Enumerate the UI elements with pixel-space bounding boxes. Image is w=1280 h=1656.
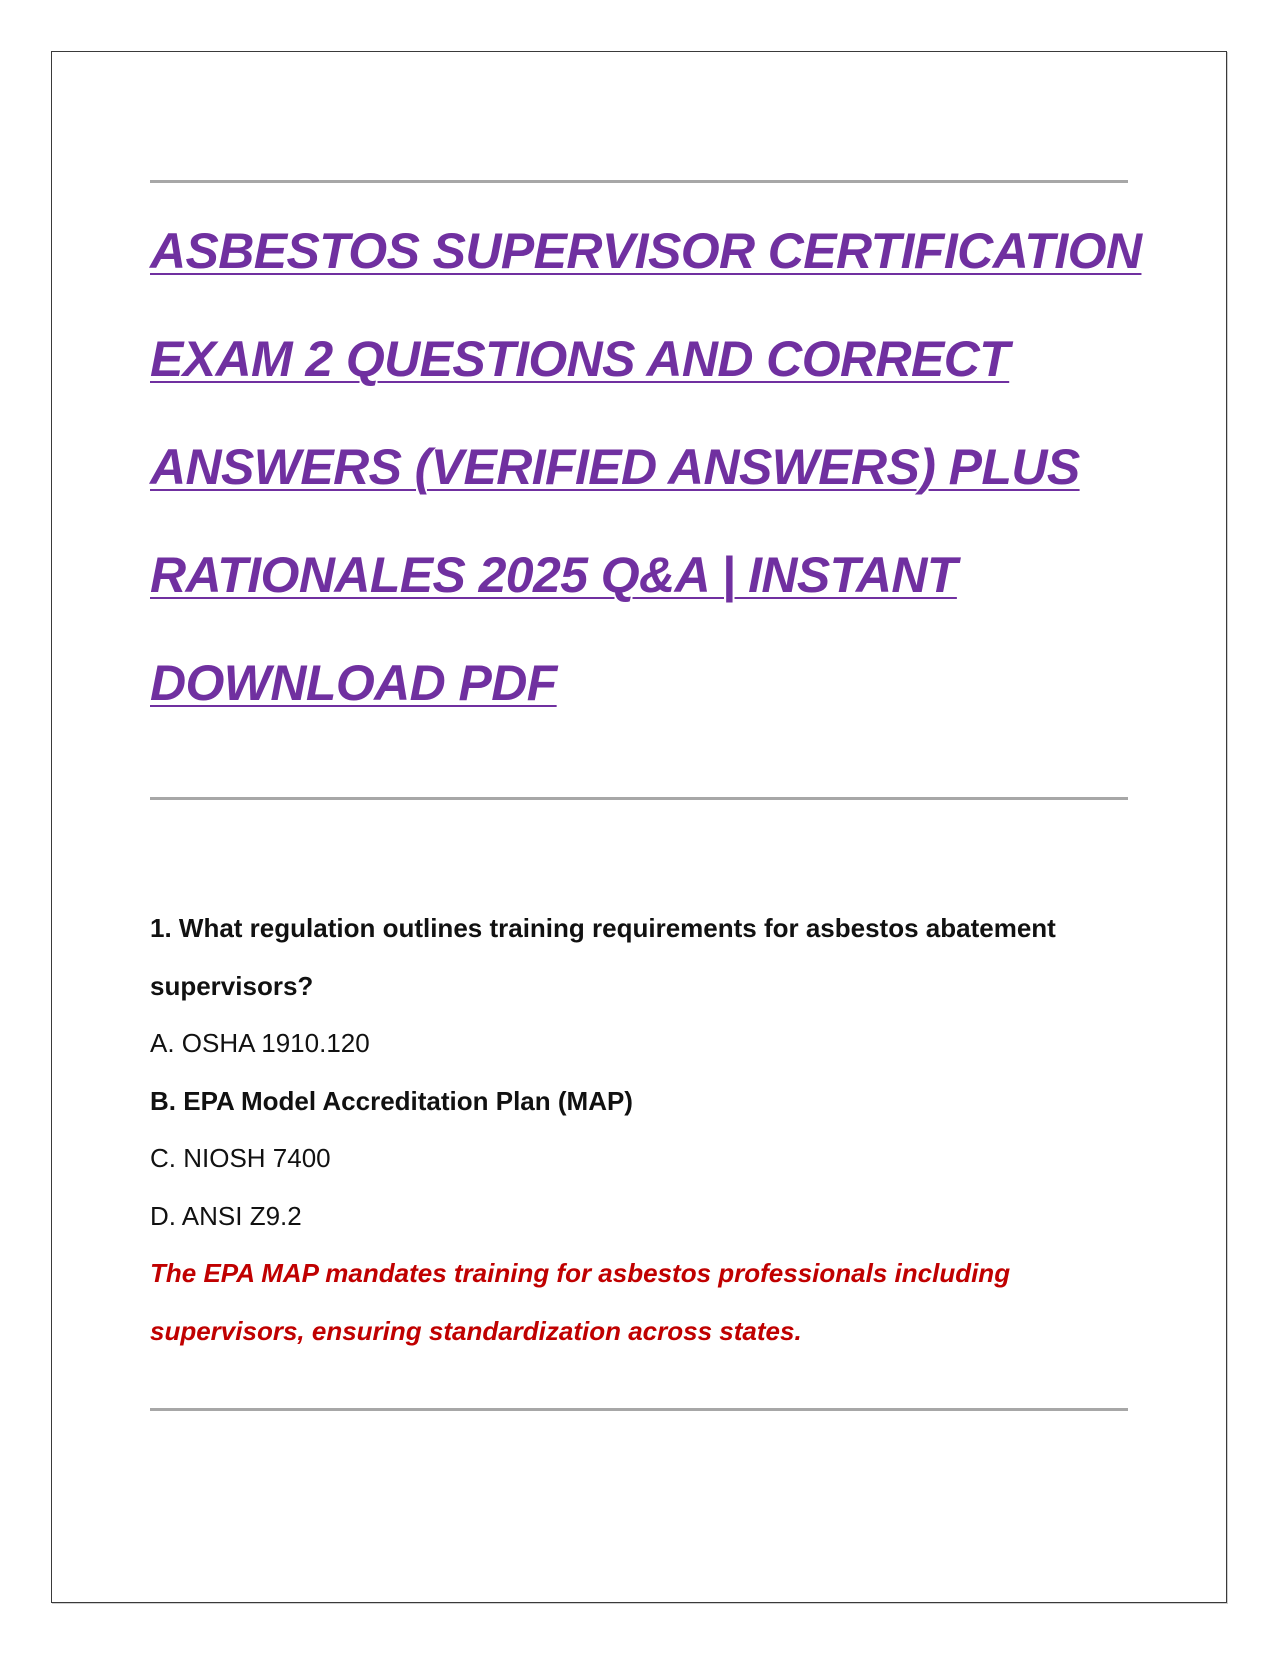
- question-text-continued: supervisors?: [150, 970, 314, 1001]
- title-line-text[interactable]: RATIONALES 2025 Q&A | INSTANT: [150, 547, 957, 603]
- title-line: [150, 218, 1142, 326]
- title-line-text[interactable]: EXAM 2 QUESTIONS AND CORRECT: [150, 331, 1010, 387]
- answer-option-a: A. OSHA 1910.120: [150, 1028, 370, 1058]
- title-line-text[interactable]: DOWNLOAD PDF: [150, 655, 557, 711]
- document-title[interactable]: [150, 218, 1142, 758]
- title-bottom-divider: [150, 797, 1128, 800]
- top-divider: [150, 180, 1128, 183]
- title-line-text[interactable]: ANSWERS (VERIFIED ANSWERS) PLUS: [150, 439, 1080, 495]
- question-text: 1. What regulation outlines training requirements for asbestos abatement: [150, 913, 1056, 943]
- answer-option-d: D. ANSI Z9.2: [150, 1200, 302, 1231]
- title-line-text[interactable]: ASBESTOS SUPERVISOR CERTIFICATION: [150, 223, 1142, 279]
- answer-option-c: C. NIOSH 7400: [150, 1143, 331, 1173]
- bottom-divider: [150, 1408, 1128, 1411]
- question-block: [150, 900, 1130, 1360]
- title-line: [150, 650, 1130, 758]
- rationale-text-continued: supervisors, ensuring standardization across states.: [150, 1315, 802, 1346]
- title-line: [150, 542, 1130, 650]
- title-line: [150, 434, 1130, 542]
- rationale-text: The EPA MAP mandates training for asbestos professionals including: [150, 1258, 1011, 1288]
- title-line: [150, 326, 1130, 434]
- answer-option-b-correct: B. EPA Model Accreditation Plan (MAP): [150, 1085, 633, 1116]
